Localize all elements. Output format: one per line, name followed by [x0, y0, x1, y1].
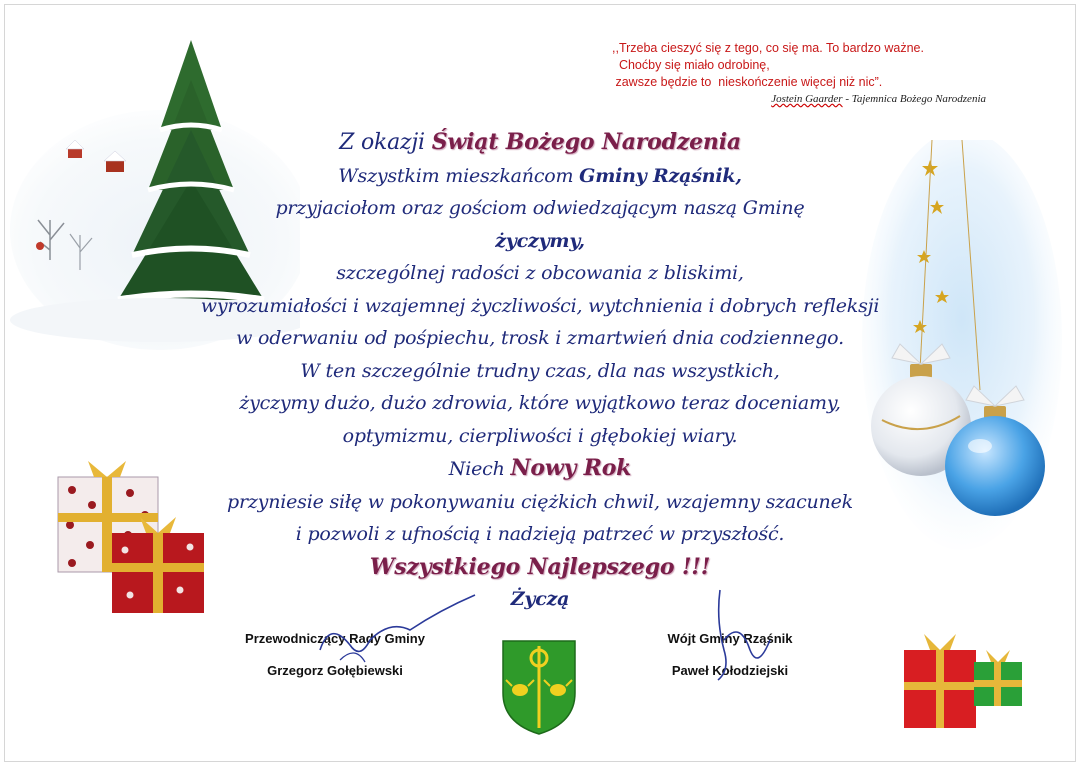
signature-right-title: Wójt Gminy Rząśnik	[667, 631, 793, 646]
quote-line-3: zawsze będzie to nieskończenie więcej niż nic”.	[612, 75, 883, 89]
greeting-line-9: życzymy dużo, dużo zdrowia, które wyjątkowo teraz doceniamy,	[239, 392, 841, 414]
greeting-line-8: W ten szczególnie trudny czas, dla nas wszystkich,	[300, 359, 780, 382]
greeting-line-11-prefix: Niech	[448, 458, 511, 480]
greeting-line-6: wyrozumiałości i wzajemnej życzliwości, wytchnienia i dobrych refleksji	[200, 294, 880, 317]
greeting-line-7: w oderwaniu od pośpiechu, trosk i zmartwień dnia codziennego.	[236, 327, 844, 349]
gift-boxes-right-illustration	[898, 630, 1028, 730]
signature-left-title: Przewodniczący Rady Gminy	[245, 631, 425, 646]
signature-left-name: Grzegorz Gołębiewski	[267, 663, 403, 678]
greeting-line-13: i pozwoli z ufnością i nadzieją patrzeć w przyszłość.	[295, 523, 785, 545]
handwritten-signature-right	[680, 580, 800, 690]
greeting-text	[180, 126, 900, 616]
signature-right-name: Paweł Kołodziejski	[671, 663, 789, 678]
quote-source-title: - Tajemnica Bożego Narodzenia	[842, 93, 986, 105]
greeting-commune-name: Gminy Rząśnik,	[579, 164, 742, 187]
greeting-best-wishes: Wszystkiego Najlepszego !!!	[369, 553, 711, 580]
greeting-line-2-prefix: Wszystkim mieszkańcom	[338, 164, 580, 187]
greeting-line-11	[180, 452, 900, 486]
handwritten-signature-left	[240, 590, 490, 680]
greeting-line-1	[180, 126, 900, 160]
greeting-line-12: przyniesie siłę w pokonywaniu ciężkich chwil, wzajemny szacunek	[227, 490, 853, 513]
quote-line-2: Choćby się miało odrobinę,	[612, 58, 770, 72]
quote-block	[612, 40, 992, 108]
greeting-signoff: Życzą	[510, 588, 570, 610]
greeting-line-1-prefix: Z okazji	[339, 130, 432, 155]
greeting-line-2	[180, 160, 900, 193]
greeting-line-3: przyjaciołom oraz gościom odwiedzającym naszą Gminę	[275, 197, 805, 219]
greeting-line-10: optymizmu, cierpliwości i głębokiej wiary.	[342, 424, 738, 447]
quote-line-1: ,,Trzeba cieszyć się z tego, co się ma. To bardzo ważne.	[612, 41, 924, 55]
greeting-line-5: szczególnej radości z obcowania z bliskimi,	[336, 262, 744, 284]
greeting-line-4: życzymy,	[495, 229, 585, 252]
greeting-holiday-name: Świąt Bożego Narodzenia	[431, 129, 741, 155]
greeting-new-year: Nowy Rok	[510, 455, 632, 481]
quote-source	[612, 91, 992, 108]
coat-of-arms-icon	[500, 638, 578, 736]
quote-author: Jostein Gaarder	[771, 93, 843, 105]
